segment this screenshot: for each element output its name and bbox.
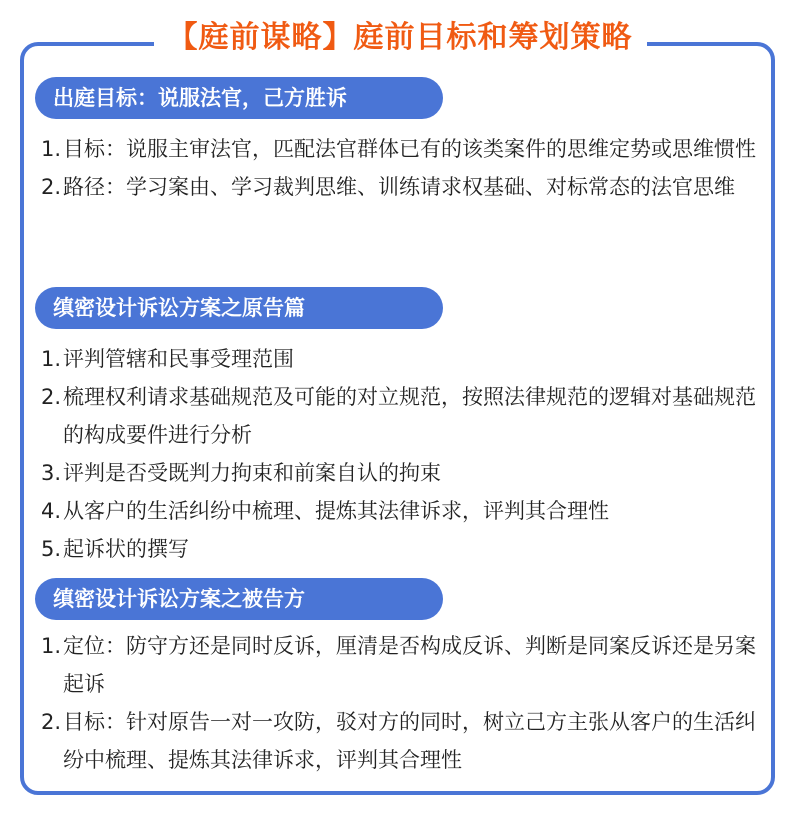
list-item (41, 340, 766, 378)
section-header-defendant: 缜密设计诉讼方案之被告方 (35, 578, 443, 620)
item-text: 梳理权利请求基础规范及可能的对立规范，按照法律规范的逻辑对基础规范的构成要件进行分析 (63, 385, 756, 447)
item-text: 评判是否受既判力拘束和前案自认的拘束 (63, 461, 441, 485)
item-number: 2. (41, 385, 62, 409)
list-item (41, 627, 766, 703)
goal-list (41, 130, 766, 206)
plaintiff-list (41, 340, 766, 568)
item-number: 1. (41, 137, 62, 161)
item-text: 评判管辖和民事受理范围 (63, 347, 294, 371)
list-item (41, 703, 766, 779)
item-text: 从客户的生活纠纷中梳理、提炼其法律诉求，评判其合理性 (63, 499, 609, 523)
item-text: 起诉状的撰写 (63, 537, 189, 561)
item-text: 目标：针对原告一对一攻防，驳对方的同时，树立己方主张从客户的生活纠纷中梳理、提炼其法律诉求，评判其合理性 (63, 710, 756, 772)
item-number: 1. (41, 634, 62, 658)
item-number: 2. (41, 175, 62, 199)
item-number: 4. (41, 499, 62, 523)
list-item (41, 530, 766, 568)
page-title: 【庭前谋略】庭前目标和筹划策略 (154, 14, 647, 62)
item-text: 路径：学习案由、学习裁判思维、训练请求权基础、对标常态的法官思维 (63, 175, 735, 199)
title-bar (0, 14, 800, 62)
list-item (41, 378, 766, 454)
list-item (41, 130, 766, 168)
list-item (41, 492, 766, 530)
item-number: 5. (41, 537, 62, 561)
section-header-goal: 出庭目标：说服法官，己方胜诉 (35, 77, 443, 119)
list-item (41, 168, 766, 206)
section-header-plaintiff: 缜密设计诉讼方案之原告篇 (35, 287, 443, 329)
item-text: 目标：说服主审法官，匹配法官群体已有的该类案件的思维定势或思维惯性 (63, 137, 756, 161)
item-number: 1. (41, 347, 62, 371)
item-number: 2. (41, 710, 62, 734)
item-number: 3. (41, 461, 62, 485)
defendant-list (41, 627, 766, 779)
item-text: 定位：防守方还是同时反诉，厘清是否构成反诉、判断是同案反诉还是另案起诉 (63, 634, 756, 696)
list-item (41, 454, 766, 492)
